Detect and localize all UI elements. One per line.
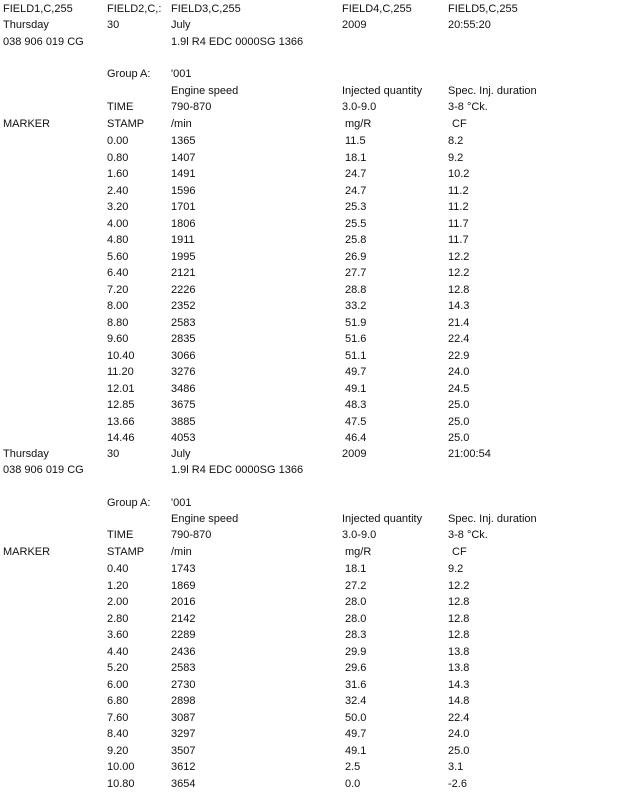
time-stamp-cell: 0.00	[107, 135, 129, 147]
group-id: '001	[171, 68, 192, 80]
table-row	[0, 594, 620, 610]
injected-quantity-cell: 28.8	[345, 283, 367, 296]
injected-quantity-cell: 49.7	[345, 366, 367, 378]
injected-quantity-cell: 25.8	[345, 234, 367, 246]
time-stamp-cell: 12.01	[107, 382, 135, 395]
spec-inj-duration-cell: 22.4	[448, 711, 470, 724]
header-field-3: FIELD3,C,255	[171, 3, 241, 15]
table-row	[0, 249, 620, 265]
injected-quantity-cell: 46.4	[345, 432, 367, 444]
stamp-label: STAMP	[107, 546, 145, 558]
engine-speed-unit: /min	[171, 118, 192, 130]
table-row	[0, 381, 620, 397]
engine-info: 1.9l R4 EDC 0000SG 1366	[171, 36, 304, 48]
engine-speed-cell: 3297	[171, 728, 196, 740]
time-stamp-cell: 4.00	[107, 217, 129, 230]
time-stamp-cell: 2.80	[107, 612, 129, 625]
time-stamp-cell: 9.20	[107, 744, 129, 757]
injected-quantity-cell: 49.7	[345, 728, 367, 740]
table-row	[0, 644, 620, 660]
engine-speed-cell: 2583	[171, 316, 196, 329]
table-row	[0, 578, 620, 594]
spec-inj-duration-cell: 12.8	[448, 596, 470, 608]
injected-quantity-cell: 18.1	[345, 563, 367, 575]
injected-quantity-cell: 49.1	[345, 744, 367, 757]
part-number: 038 906 019 CG	[3, 36, 84, 48]
year: 2009	[342, 19, 367, 31]
group-id: '001	[171, 497, 192, 509]
injected-quantity-cell: 50.0	[345, 711, 367, 724]
time-stamp-cell: 0.40	[107, 563, 129, 575]
engine-speed-cell: 1407	[171, 151, 196, 164]
table-row	[0, 759, 620, 775]
injected-quantity-cell: 49.1	[345, 382, 367, 395]
group-row	[0, 66, 620, 82]
injected-quantity-cell: 51.6	[345, 333, 367, 345]
engine-speed-cell: 2835	[171, 333, 196, 345]
engine-speed-cell: 1743	[171, 563, 196, 575]
engine-speed-cell: 2583	[171, 662, 196, 674]
day-of-week: Thursday	[3, 448, 49, 460]
time-stamp-cell: 4.40	[107, 645, 129, 658]
time-stamp-cell: 10.00	[107, 761, 135, 773]
engine-speed-cell: 1701	[171, 201, 196, 213]
column-unit-row	[0, 544, 620, 560]
time-stamp-cell: 13.66	[107, 415, 135, 428]
time-stamp-cell: 7.20	[107, 283, 129, 296]
engine-speed-header: Engine speed	[171, 85, 239, 97]
time-stamp-cell: 10.40	[107, 349, 135, 362]
column-title-row	[0, 83, 620, 99]
year: 2009	[342, 448, 367, 460]
table-row	[0, 677, 620, 693]
spec-inj-duration-cell: 12.8	[448, 283, 470, 296]
spec-inj-duration-unit: CF	[452, 118, 467, 130]
table-row	[0, 133, 620, 149]
injected-quantity-cell: 24.7	[345, 184, 367, 197]
time-stamp-cell: 8.40	[107, 728, 129, 740]
time-label: TIME	[107, 529, 134, 541]
day-number: 30	[107, 448, 120, 460]
table-row	[0, 216, 620, 232]
table-row	[0, 743, 620, 759]
engine-speed-cell: 1365	[171, 135, 196, 147]
table-row	[0, 561, 620, 577]
engine-speed-cell: 3885	[171, 415, 196, 428]
engine-speed-cell: 3066	[171, 349, 196, 362]
injected-quantity-cell: 28.0	[345, 596, 367, 608]
record-time: 20:55:20	[448, 19, 491, 31]
spec-inj-duration-cell: 9.2	[448, 563, 464, 575]
spec-inj-duration-cell: 13.8	[448, 662, 470, 674]
table-row	[0, 150, 620, 166]
injected-quantity-cell: 33.2	[345, 300, 367, 312]
month: July	[171, 448, 191, 460]
injected-quantity-cell: 26.9	[345, 250, 367, 263]
table-row	[0, 199, 620, 215]
spec-inj-duration-cell: 11.7	[448, 217, 469, 230]
engine-speed-cell: 2898	[171, 695, 196, 707]
table-row	[0, 776, 620, 792]
injected-quantity-cell: 28.0	[345, 612, 367, 625]
engine-speed-cell: 3654	[171, 777, 196, 790]
spec-inj-duration-cell: 25.0	[448, 399, 470, 411]
spec-inj-duration-unit: CF	[452, 546, 467, 558]
spec-inj-duration-cell: 12.8	[448, 629, 470, 641]
time-stamp-cell: 2.40	[107, 184, 129, 197]
spec-inj-duration-cell: 14.3	[448, 678, 470, 691]
column-range-row	[0, 99, 620, 115]
spec-inj-duration-cell: 25.0	[448, 744, 470, 757]
injected-quantity-cell: 29.6	[345, 662, 367, 674]
record-ecu-row	[0, 34, 620, 50]
injected-quantity-cell: 25.5	[345, 217, 367, 230]
spec-inj-duration-cell: 22.9	[448, 349, 470, 362]
injected-quantity-cell: 27.2	[345, 579, 367, 592]
spec-inj-duration-cell: 12.8	[448, 612, 470, 625]
record-date-row	[0, 446, 620, 462]
engine-speed-cell: 2436	[171, 645, 196, 658]
day-of-week: Thursday	[3, 19, 49, 31]
engine-speed-cell: 1869	[171, 579, 196, 592]
table-row	[0, 364, 620, 380]
table-row	[0, 183, 620, 199]
injected-quantity-range: 3.0-9.0	[342, 529, 377, 541]
table-row	[0, 397, 620, 413]
spec-inj-duration-cell: 13.8	[448, 645, 470, 658]
engine-speed-cell: 3486	[171, 382, 196, 395]
spec-inj-duration-cell: 14.3	[448, 300, 470, 312]
spec-inj-duration-cell: -2.6	[448, 777, 467, 790]
table-row	[0, 348, 620, 364]
time-stamp-cell: 4.80	[107, 234, 129, 246]
header-field-1: FIELD1,C,255	[3, 3, 73, 15]
spec-inj-duration-cell: 12.2	[448, 579, 470, 592]
engine-speed-cell: 3276	[171, 366, 196, 378]
header-field-2: FIELD2,C,:	[107, 3, 162, 15]
injected-quantity-cell: 47.5	[345, 415, 367, 428]
time-stamp-cell: 7.60	[107, 711, 129, 724]
spec-inj-duration-range: 3-8 °Ck.	[448, 101, 488, 113]
engine-speed-cell: 1806	[171, 217, 196, 230]
marker-label: MARKER	[3, 546, 51, 558]
engine-speed-cell: 2142	[171, 612, 196, 625]
injected-quantity-unit: mg/R	[345, 546, 372, 558]
time-stamp-cell: 9.60	[107, 333, 129, 345]
group-row	[0, 495, 620, 511]
table-row	[0, 315, 620, 331]
header-field-4: FIELD4,C,255	[342, 3, 412, 15]
engine-speed-cell: 1491	[171, 168, 196, 180]
spec-inj-duration-cell: 9.2	[448, 151, 464, 164]
injected-quantity-cell: 51.1	[345, 349, 367, 362]
injected-quantity-cell: 11.5	[345, 135, 366, 147]
injected-quantity-cell: 0.0	[345, 777, 361, 790]
stamp-label: STAMP	[107, 118, 145, 130]
spec-inj-duration-range: 3-8 °Ck.	[448, 529, 488, 541]
engine-speed-range: 790-870	[171, 101, 212, 113]
time-stamp-cell: 11.20	[107, 366, 134, 378]
spec-inj-duration-cell: 12.2	[448, 250, 470, 263]
injected-quantity-cell: 51.9	[345, 316, 367, 329]
spec-inj-duration-cell: 25.0	[448, 432, 470, 444]
spec-inj-duration-cell: 10.2	[448, 168, 470, 180]
table-row	[0, 232, 620, 248]
day-number: 30	[107, 19, 120, 31]
spec-inj-duration-cell: 12.2	[448, 267, 470, 279]
time-stamp-cell: 10.80	[107, 777, 135, 790]
injected-quantity-cell: 31.6	[345, 678, 367, 691]
table-row	[0, 627, 620, 643]
month: July	[171, 19, 191, 31]
time-stamp-cell: 6.00	[107, 678, 129, 691]
time-stamp-cell: 3.60	[107, 629, 129, 641]
time-stamp-cell: 1.60	[107, 168, 129, 180]
header-field-5: FIELD5,C,255	[448, 3, 518, 15]
group-label: Group A:	[107, 68, 151, 80]
spec-inj-duration-cell: 8.2	[448, 135, 464, 147]
table-row	[0, 611, 620, 627]
column-range-row	[0, 527, 620, 543]
time-stamp-cell: 1.20	[107, 579, 129, 592]
engine-info: 1.9l R4 EDC 0000SG 1366	[171, 464, 304, 476]
part-number: 038 906 019 CG	[3, 464, 84, 476]
column-title-row	[0, 511, 620, 527]
injected-quantity-cell: 32.4	[345, 695, 367, 707]
table-row	[0, 710, 620, 726]
injected-quantity-header: Injected quantity	[342, 513, 423, 525]
group-label: Group A:	[107, 497, 151, 509]
table-row	[0, 726, 620, 742]
spec-inj-duration-header: Spec. Inj. duration	[448, 513, 537, 525]
time-label: TIME	[107, 101, 134, 113]
injected-quantity-cell: 18.1	[345, 151, 367, 164]
injected-quantity-header: Injected quantity	[342, 85, 423, 97]
injected-quantity-cell: 24.7	[345, 168, 367, 180]
table-row	[0, 282, 620, 298]
engine-speed-cell: 1995	[171, 250, 196, 263]
injected-quantity-range: 3.0-9.0	[342, 101, 377, 113]
table-row	[0, 660, 620, 676]
spec-inj-duration-cell: 24.5	[448, 382, 470, 395]
marker-label: MARKER	[3, 118, 51, 130]
time-stamp-cell: 0.80	[107, 151, 129, 164]
engine-speed-cell: 2289	[171, 629, 196, 641]
table-row	[0, 298, 620, 314]
engine-speed-unit: /min	[171, 546, 192, 558]
injected-quantity-cell: 2.5	[345, 761, 361, 773]
spec-inj-duration-cell: 11.7	[448, 234, 469, 246]
injected-quantity-unit: mg/R	[345, 118, 372, 130]
engine-speed-cell: 1596	[171, 184, 196, 197]
table-row	[0, 331, 620, 347]
time-stamp-cell: 12.85	[107, 399, 135, 411]
spec-inj-duration-cell: 25.0	[448, 415, 470, 428]
spec-inj-duration-cell: 3.1	[448, 761, 464, 773]
spec-inj-duration-header: Spec. Inj. duration	[448, 85, 537, 97]
engine-speed-cell: 2226	[171, 283, 196, 296]
header-row	[0, 1, 620, 17]
engine-speed-cell: 2016	[171, 596, 196, 608]
spec-inj-duration-cell: 21.4	[448, 316, 470, 329]
time-stamp-cell: 14.46	[107, 432, 135, 444]
spec-inj-duration-cell: 11.2	[448, 184, 469, 197]
time-stamp-cell: 3.20	[107, 201, 129, 213]
spec-inj-duration-cell: 24.0	[448, 366, 470, 378]
engine-speed-cell: 1911	[171, 234, 195, 246]
engine-speed-range: 790-870	[171, 529, 212, 541]
injected-quantity-cell: 29.9	[345, 645, 367, 658]
engine-speed-cell: 2121	[171, 267, 196, 279]
table-row	[0, 693, 620, 709]
engine-speed-cell: 2730	[171, 678, 196, 691]
table-row	[0, 414, 620, 430]
engine-speed-cell: 3612	[171, 761, 196, 773]
time-stamp-cell: 8.80	[107, 316, 129, 329]
column-unit-row	[0, 116, 620, 132]
time-stamp-cell: 6.40	[107, 267, 129, 279]
table-row	[0, 430, 620, 446]
record-ecu-row	[0, 462, 620, 478]
engine-speed-cell: 3087	[171, 711, 196, 724]
spec-inj-duration-cell: 22.4	[448, 333, 470, 345]
engine-speed-header: Engine speed	[171, 513, 239, 525]
spec-inj-duration-cell: 24.0	[448, 728, 470, 740]
engine-speed-cell: 3507	[171, 744, 196, 757]
engine-speed-cell: 3675	[171, 399, 196, 411]
spec-inj-duration-cell: 14.8	[448, 695, 470, 707]
engine-speed-cell: 4053	[171, 432, 196, 444]
time-stamp-cell: 8.00	[107, 300, 129, 312]
engine-speed-cell: 2352	[171, 300, 196, 312]
time-stamp-cell: 5.20	[107, 662, 129, 674]
injected-quantity-cell: 28.3	[345, 629, 367, 641]
injected-quantity-cell: 48.3	[345, 399, 367, 411]
table-row	[0, 265, 620, 281]
injected-quantity-cell: 27.7	[345, 267, 367, 279]
spec-inj-duration-cell: 11.2	[448, 201, 469, 213]
time-stamp-cell: 6.80	[107, 695, 129, 707]
record-time: 21:00:54	[448, 448, 491, 460]
table-row	[0, 166, 620, 182]
time-stamp-cell: 2.00	[107, 596, 129, 608]
injected-quantity-cell: 25.3	[345, 201, 367, 213]
record-date-row	[0, 17, 620, 33]
time-stamp-cell: 5.60	[107, 250, 129, 263]
